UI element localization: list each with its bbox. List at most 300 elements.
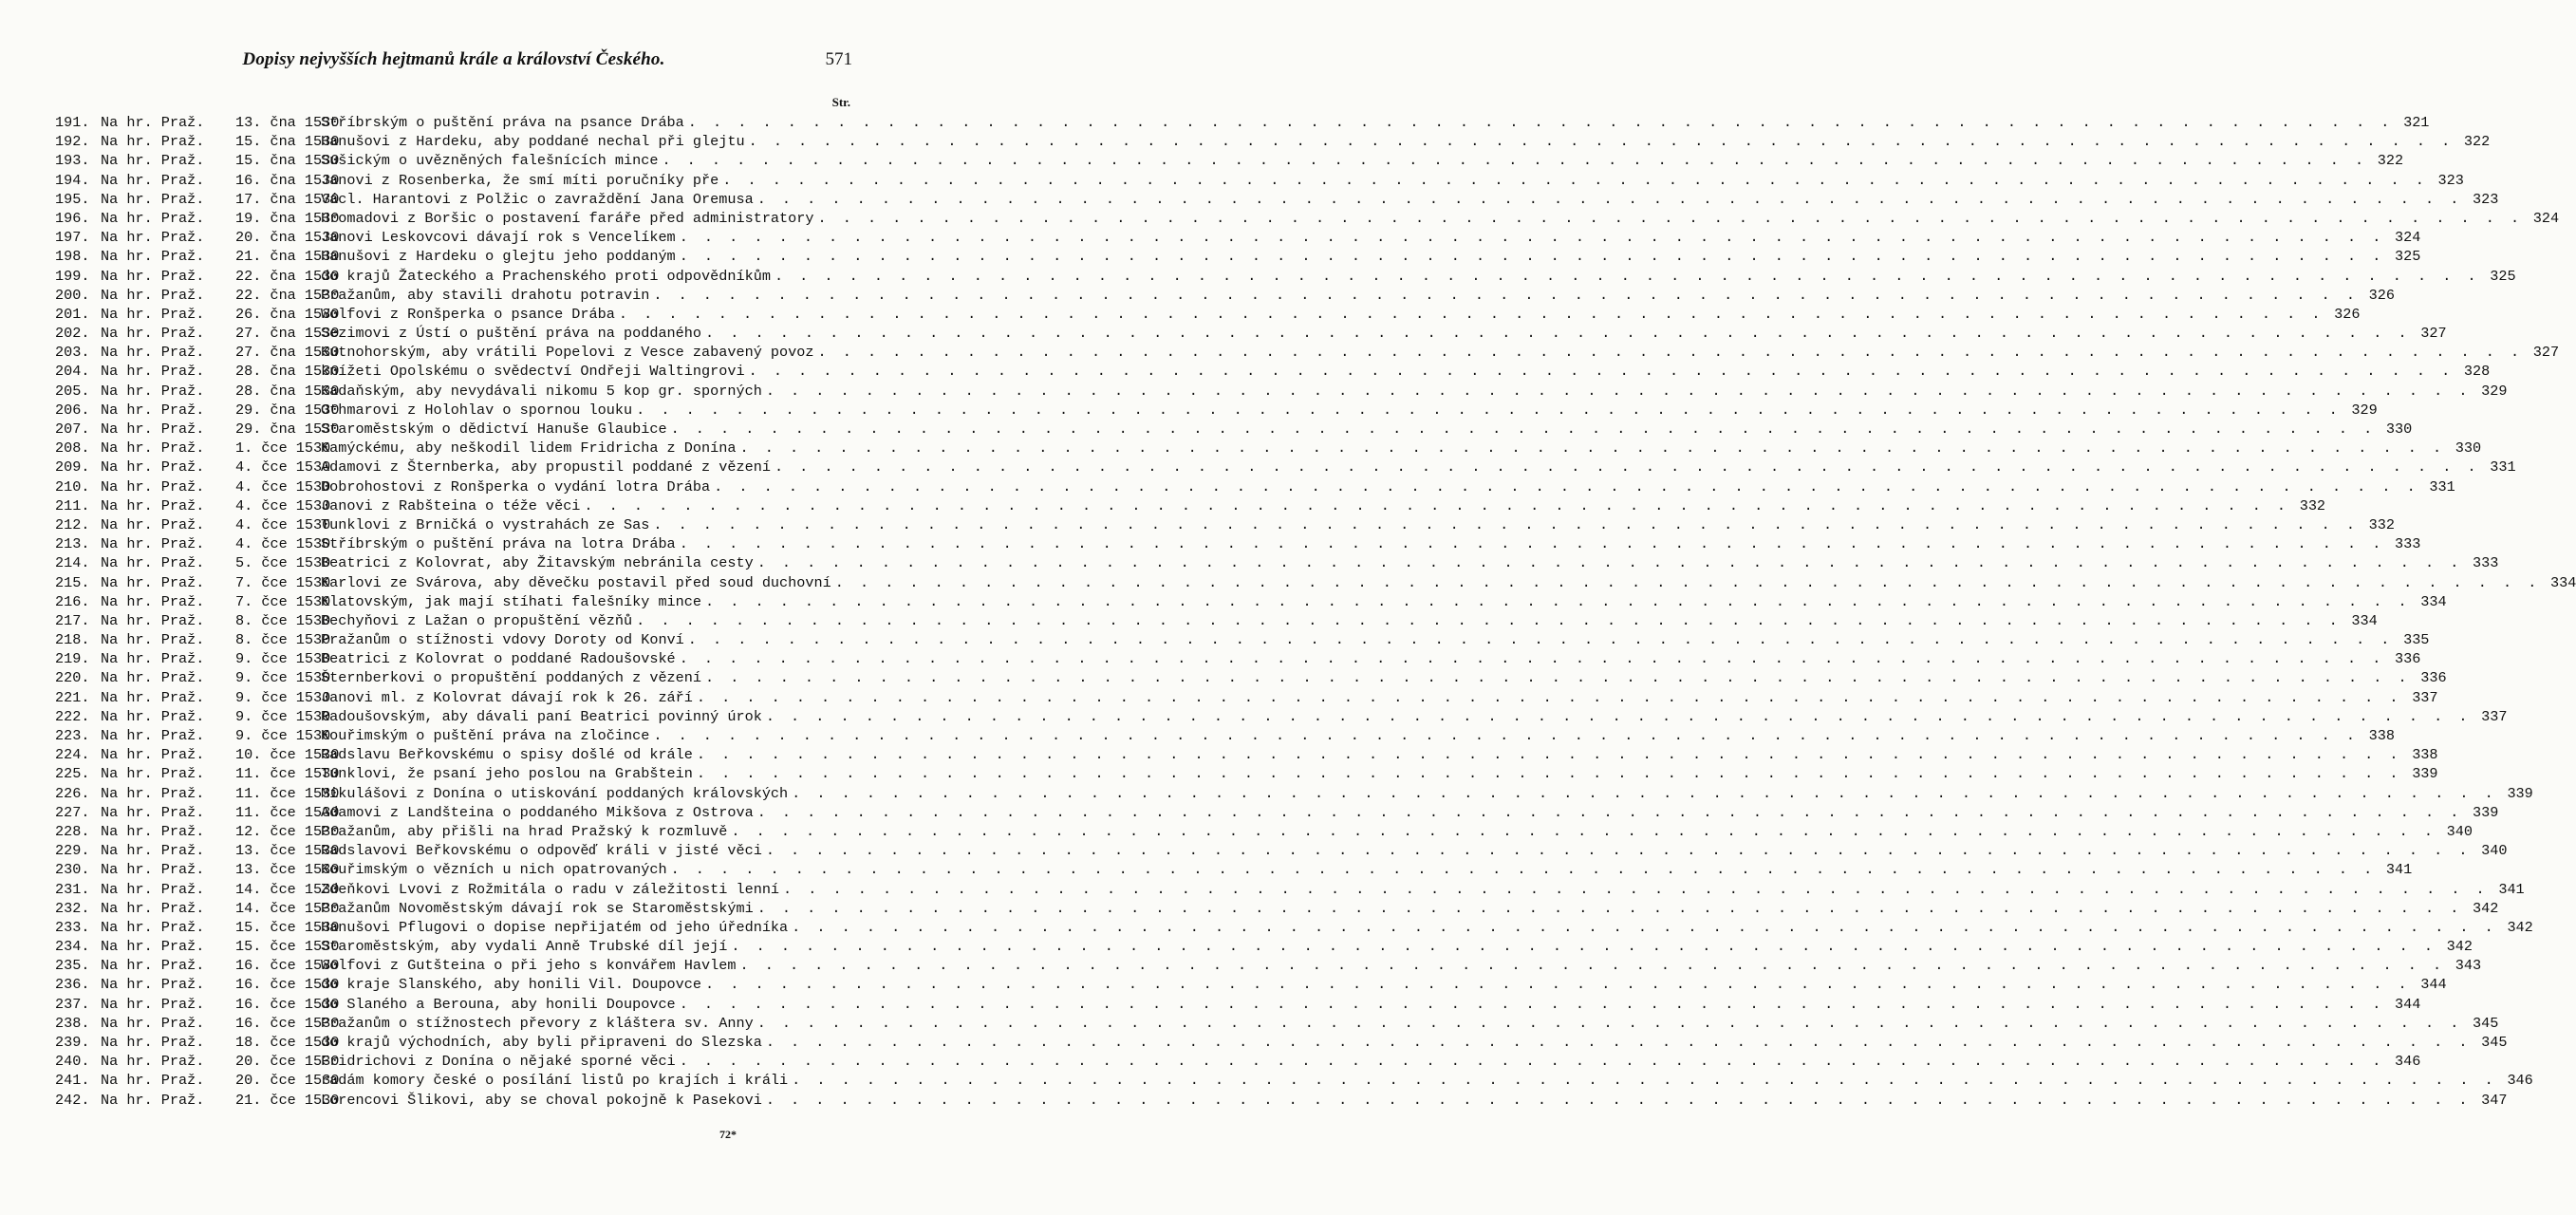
entry-location: Na hr. Praž. (101, 861, 205, 879)
entry-location: Na hr. Praž. (101, 421, 205, 438)
entry-number: 224. (55, 746, 90, 764)
list-item (55, 573, 2576, 593)
entry-page: 340 (2446, 822, 2473, 840)
entry-date: 19. čna 1530 (235, 209, 340, 227)
entry-date: 26. čna 1530 (235, 305, 340, 323)
dot-leader (688, 631, 2394, 648)
entry-subject: Hanušovi Pflugovi o dopise nepřijatém od jeho úředníka (321, 918, 789, 936)
entry-subject: Kutnohorským, aby vrátili Popelovi z Vesce zabavený povoz (321, 344, 814, 362)
entry-number: 219. (55, 650, 90, 668)
entry-date: 12. čce 1530 (235, 822, 340, 840)
entry-page: 331 (2490, 458, 2516, 477)
entry-page: 322 (2377, 152, 2404, 170)
dot-leader (671, 861, 2377, 878)
entry-location: Na hr. Praž. (101, 611, 205, 629)
entry-page: 326 (2368, 286, 2395, 304)
entry-subject: Lorencovi Šlikovi, aby se choval pokojně k Pasekovi (321, 1091, 762, 1109)
entry-subject: Pražanům, aby stavili drahotu potravin (321, 286, 650, 304)
entry-number: 240. (55, 1053, 90, 1071)
dot-leader (731, 823, 2436, 840)
entry-number: 214. (55, 554, 90, 572)
entry-number: 206. (55, 401, 90, 419)
entry-date: 17. čna 1530 (235, 190, 340, 208)
entry-page: 333 (2472, 554, 2499, 572)
entry-page: 324 (2394, 229, 2421, 247)
entry-number: 211. (55, 496, 90, 514)
entry-page: 325 (2394, 248, 2421, 266)
entry-date: 11. čce 1530 (235, 765, 340, 783)
entry-number: 205. (55, 382, 90, 400)
entry-subject: Kouřimským o vězních u nich opatrovaných (321, 861, 667, 879)
entry-number: 201. (55, 305, 90, 323)
entry-subject: Václ. Harantovi z Polžic o zavraždění Jana Oremusa (321, 190, 754, 208)
entry-subject: Mikulášovi z Donína o utiskování poddaných královských (321, 784, 789, 802)
dot-leader (757, 804, 2463, 821)
entry-location: Na hr. Praž. (101, 1014, 205, 1032)
entry-number: 227. (55, 803, 90, 821)
entry-subject: knížeti Opolskému o svědectví Ondřeji Waltingrovi (321, 363, 745, 381)
entry-subject: Stříbrským o puštění práva na psance Drába (321, 114, 684, 131)
list-item (55, 765, 2438, 784)
entry-date: 15. čce 1530 (235, 918, 340, 936)
entry-page: 338 (2412, 746, 2438, 764)
list-item (55, 822, 2473, 842)
entry-date: 16. čce 1530 (235, 1014, 340, 1032)
dot-leader (705, 976, 2411, 993)
entry-page: 346 (2394, 1053, 2421, 1071)
entry-date: 7. čce 1530 (235, 592, 331, 610)
entry-subject: do krajů východních, aby byli připraveni do Slezska (321, 1034, 762, 1051)
dot-leader (697, 765, 2402, 782)
entry-subject: Janovi z Rosenberka, že smí míti poručníky pře (321, 171, 719, 189)
list-item (55, 957, 2482, 976)
entry-location: Na hr. Praž. (101, 784, 205, 802)
list-item (55, 325, 2447, 344)
list-item (55, 592, 2447, 612)
entry-number: 216. (55, 592, 90, 610)
entry-page: 343 (2455, 957, 2482, 975)
dot-leader (818, 210, 2524, 227)
entry-subject: Karlovi ze Svárova, aby děvečku postavil před soud duchovní (321, 573, 831, 591)
entry-date: 21. čce 1530 (235, 1091, 340, 1109)
entry-page: 324 (2532, 209, 2560, 227)
list-item (55, 995, 2421, 1015)
entry-date: 21. čna 1530 (235, 248, 340, 266)
entry-number: 236. (55, 976, 90, 994)
entry-number: 239. (55, 1034, 90, 1051)
entry-page: 327 (2532, 344, 2560, 362)
list-item (55, 171, 2464, 191)
entry-subject: Wolfovi z Ronšperka o psance Drába (321, 305, 615, 323)
entry-page: 339 (2412, 765, 2438, 783)
entry-location: Na hr. Praž. (101, 918, 205, 936)
entry-number: 193. (55, 152, 90, 170)
entry-number: 229. (55, 842, 90, 860)
entry-subject: Zdeňkovi Lvovi z Rožmitála o radu v záležitosti lenní (321, 880, 780, 898)
entry-number: 196. (55, 209, 90, 227)
entry-page: 339 (2472, 803, 2499, 821)
list-item (55, 861, 2413, 880)
list-item (55, 209, 2560, 229)
list-item (55, 1034, 2508, 1053)
dot-leader (775, 268, 2480, 285)
entry-number: 208. (55, 439, 90, 458)
dot-leader (766, 383, 2472, 400)
entry-page: 334 (2550, 573, 2576, 591)
list-item (55, 918, 2533, 938)
entry-page: 337 (2412, 688, 2438, 706)
entry-number: 198. (55, 248, 90, 266)
page-header (55, 49, 852, 76)
entry-date: 22. čna 1530 (235, 267, 340, 285)
entry-number: 241. (55, 1072, 90, 1090)
entry-date: 9. čce 1530 (235, 688, 331, 706)
entry-number: 192. (55, 133, 90, 151)
entry-date: 22. čna 1530 (235, 286, 340, 304)
entry-subject: Beatrici z Kolovrat o poddané Radoušovské (321, 650, 676, 668)
entry-subject: Klatovským, jak mají stíhati falešníky mince (321, 592, 702, 610)
list-item (55, 344, 2560, 363)
list-item (55, 305, 2361, 325)
entry-date: 29. čna 1530 (235, 401, 340, 419)
dot-leader (757, 900, 2463, 917)
entry-page: 336 (2420, 669, 2447, 687)
dot-leader (697, 746, 2402, 763)
dot-leader (584, 497, 2289, 514)
entry-date: 28. čna 1530 (235, 363, 340, 381)
list-item (55, 727, 2395, 746)
dot-leader (757, 191, 2463, 208)
entry-date: 1. čce 1530 (235, 439, 331, 458)
entry-number: 221. (55, 688, 90, 706)
entry-number: 233. (55, 918, 90, 936)
entry-date: 11. čce 1530 (235, 784, 340, 802)
entry-page: 335 (2403, 631, 2430, 649)
list-item (55, 784, 2533, 804)
list-item (55, 152, 2404, 171)
entry-date: 16. čce 1530 (235, 995, 340, 1013)
entry-date: 27. čna 1530 (235, 344, 340, 362)
entry-page: 342 (2472, 899, 2499, 917)
signature-mark: 72* (719, 1128, 737, 1141)
entry-date: 16. čce 1530 (235, 957, 340, 975)
entry-subject: Pražanům, aby přišli na hrad Pražský k rozmluvě (321, 822, 728, 840)
dot-leader (714, 478, 2419, 495)
list-item (55, 669, 2447, 688)
entry-subject: Othmarovi z Holohlav o spornou louku (321, 401, 633, 419)
entry-page: 331 (2429, 477, 2455, 495)
dot-leader (792, 1072, 2497, 1089)
entry-list (55, 114, 2576, 1111)
dot-leader (766, 708, 2472, 725)
list-item (55, 938, 2473, 957)
list-item (55, 1091, 2508, 1111)
entry-date: 7. čce 1530 (235, 573, 331, 591)
entry-number: 218. (55, 631, 90, 649)
entry-subject: Radslavu Beřkovskému o spisy došlé od krále (321, 746, 693, 764)
dot-leader (688, 114, 2394, 131)
entry-location: Na hr. Praž. (101, 209, 205, 227)
entry-location: Na hr. Praž. (101, 248, 205, 266)
entry-date: 13. čce 1530 (235, 861, 340, 879)
entry-date: 4. čce 1530 (235, 477, 331, 495)
entry-location: Na hr. Praž. (101, 727, 205, 744)
entry-location: Na hr. Praž. (101, 477, 205, 495)
entry-page: 323 (2437, 171, 2464, 189)
entry-page: 332 (2299, 496, 2326, 514)
entry-page: 338 (2368, 727, 2395, 744)
entry-location: Na hr. Praž. (101, 707, 205, 725)
dot-leader (671, 421, 2377, 438)
entry-number: 228. (55, 822, 90, 840)
list-item (55, 133, 2491, 152)
entry-subject: Hanušovi z Hardeku o glejtu jeho poddaným (321, 248, 676, 266)
entry-location: Na hr. Praž. (101, 842, 205, 860)
entry-date: 8. čce 1530 (235, 631, 331, 649)
running-title: Dopisy nejvyšších hejtmanů krále a království Českého. (242, 49, 665, 69)
entry-location: Na hr. Praž. (101, 1034, 205, 1051)
entry-page: 322 (2463, 133, 2491, 151)
entry-location: Na hr. Praž. (101, 515, 205, 533)
entry-page: 326 (2334, 305, 2361, 323)
entry-page: 340 (2481, 842, 2508, 860)
list-item (55, 880, 2525, 900)
entry-location: Na hr. Praž. (101, 458, 205, 477)
entry-number: 209. (55, 458, 90, 477)
entry-date: 20. čna 1530 (235, 229, 340, 247)
dot-leader (766, 1034, 2472, 1051)
dot-leader (835, 574, 2541, 591)
entry-location: Na hr. Praž. (101, 880, 205, 898)
dot-leader (680, 650, 2385, 667)
entry-subject: Staroměstským o dědictví Hanuše Glaubice (321, 421, 667, 438)
entry-subject: Kadaňským, aby nevydávali nikomu 5 kop gr. sporných (321, 382, 762, 400)
entry-page: 344 (2420, 976, 2447, 994)
entry-page: 341 (2385, 861, 2413, 879)
entry-location: Na hr. Praž. (101, 152, 205, 170)
entry-subject: Janovi z Rabšteina o téže věci (321, 496, 581, 514)
entry-location: Na hr. Praž. (101, 573, 205, 591)
dot-leader (749, 363, 2455, 380)
dot-leader (739, 957, 2445, 974)
dot-leader (619, 306, 2324, 323)
dot-leader (705, 325, 2411, 342)
list-item (55, 229, 2421, 248)
entry-subject: Pražanům o stížnosti vdovy Doroty od Konví (321, 631, 684, 649)
entry-date: 10. čce 1530 (235, 746, 340, 764)
entry-number: 215. (55, 573, 90, 591)
entry-subject: Beatrici z Kolovrat, aby Žitavským nebránila cesty (321, 554, 754, 572)
entry-subject: Hromadovi z Boršic o postavení faráře před administratory (321, 209, 814, 227)
entry-subject: Adamovi z Landšteina o poddaného Mikšova z Ostrova (321, 803, 754, 821)
list-item (55, 1014, 2499, 1034)
entry-number: 222. (55, 707, 90, 725)
entry-number: 191. (55, 114, 90, 131)
entry-subject: Fridrichovi z Donína o nějaké sporné věci (321, 1053, 676, 1071)
dot-leader (680, 535, 2385, 552)
entry-location: Na hr. Praž. (101, 496, 205, 514)
list-item (55, 1053, 2421, 1072)
entry-date: 20. čce 1530 (235, 1053, 340, 1071)
list-item (55, 1072, 2533, 1091)
entry-date: 27. čna 1530 (235, 325, 340, 343)
entry-subject: Adamovi z Šternberka, aby propustil poddané z vězení (321, 458, 771, 477)
entry-location: Na hr. Praž. (101, 669, 205, 687)
entry-subject: Pražanům o stížnostech převory z kláštera sv. Anny (321, 1014, 754, 1032)
entry-location: Na hr. Praž. (101, 344, 205, 362)
entry-date: 4. čce 1530 (235, 535, 331, 553)
entry-location: Na hr. Praž. (101, 650, 205, 668)
entry-location: Na hr. Praž. (101, 133, 205, 151)
entry-number: 234. (55, 938, 90, 956)
entry-location: Na hr. Praž. (101, 305, 205, 323)
entry-subject: Hanušovi z Hardeku, aby poddané nechal při glejtu (321, 133, 745, 151)
dot-leader (705, 669, 2411, 686)
entry-page: 347 (2481, 1091, 2508, 1109)
entry-number: 220. (55, 669, 90, 687)
entry-subject: Stříbrským o puštění práva na lotra Drába (321, 535, 676, 553)
entry-subject: Wolfovi z Gutšteina o při jeho s konvářem Havlem (321, 957, 737, 975)
entry-page: 330 (2455, 439, 2482, 458)
entry-number: 213. (55, 535, 90, 553)
dot-leader (662, 152, 2367, 169)
list-item (55, 976, 2447, 995)
entry-subject: Sezimovi z Ústí o puštění práva na poddaného (321, 325, 702, 343)
entry-location: Na hr. Praž. (101, 957, 205, 975)
entry-page: 329 (2481, 382, 2508, 400)
entry-location: Na hr. Praž. (101, 267, 205, 285)
entry-number: 242. (55, 1091, 90, 1109)
entry-page: 339 (2507, 784, 2533, 802)
entry-number: 207. (55, 421, 90, 438)
list-item (55, 477, 2455, 497)
entry-date: 29. čna 1530 (235, 421, 340, 438)
entry-subject: Radslavovi Beřkovskému o odpověď králi v jisté věci (321, 842, 762, 860)
entry-number: 223. (55, 727, 90, 744)
entry-subject: Dobrohostovi z Ronšperka o vydání lotra Drába (321, 477, 711, 495)
dot-leader (680, 229, 2385, 246)
dot-leader (775, 458, 2480, 476)
list-item (55, 688, 2438, 708)
entry-page: 342 (2446, 938, 2473, 956)
entry-number: 232. (55, 899, 90, 917)
entry-location: Na hr. Praž. (101, 822, 205, 840)
dot-leader (653, 727, 2359, 744)
entry-page: 330 (2385, 421, 2413, 438)
entry-location: Na hr. Praž. (101, 803, 205, 821)
dot-leader (653, 287, 2359, 304)
entry-date: 14. čce 1530 (235, 880, 340, 898)
entry-location: Na hr. Praž. (101, 286, 205, 304)
list-item (55, 535, 2421, 554)
entry-page: 328 (2463, 363, 2491, 381)
entry-subject: Sušickým o uvězněných falešnících mince (321, 152, 659, 170)
entry-page: 325 (2490, 267, 2516, 285)
entry-date: 4. čce 1530 (235, 515, 331, 533)
dot-leader (680, 248, 2385, 265)
entry-location: Na hr. Praž. (101, 938, 205, 956)
entry-location: Na hr. Praž. (101, 325, 205, 343)
entry-location: Na hr. Praž. (101, 1091, 205, 1109)
list-item (55, 458, 2516, 477)
entry-date: 9. čce 1530 (235, 650, 331, 668)
entry-date: 5. čce 1530 (235, 554, 331, 572)
entry-location: Na hr. Praž. (101, 401, 205, 419)
entry-number: 202. (55, 325, 90, 343)
entry-date: 13. čna 1530 (235, 114, 340, 131)
dot-leader (636, 402, 2342, 419)
entry-location: Na hr. Praž. (101, 899, 205, 917)
entry-date: 15. čna 1530 (235, 152, 340, 170)
entry-location: Na hr. Praž. (101, 688, 205, 706)
list-item (55, 707, 2508, 727)
entry-subject: do krajů Žateckého a Prachenského proti odpovědníkům (321, 267, 771, 285)
entry-location: Na hr. Praž. (101, 995, 205, 1013)
entry-page: 321 (2403, 114, 2430, 131)
entry-date: 18. čce 1530 (235, 1034, 340, 1051)
list-item (55, 842, 2508, 861)
entry-page: 346 (2507, 1072, 2533, 1090)
dot-leader (680, 996, 2385, 1013)
entry-number: 195. (55, 190, 90, 208)
entry-number: 217. (55, 611, 90, 629)
entry-subject: Janovi ml. z Kolovrat dávají rok k 26. září (321, 688, 693, 706)
page-number: 571 (825, 49, 852, 69)
entry-number: 197. (55, 229, 90, 247)
entry-number: 210. (55, 477, 90, 495)
entry-number: 194. (55, 171, 90, 189)
entry-location: Na hr. Praž. (101, 631, 205, 649)
entry-location: Na hr. Praž. (101, 1053, 205, 1071)
entry-location: Na hr. Praž. (101, 746, 205, 764)
entry-number: 230. (55, 861, 90, 879)
list-item (55, 899, 2499, 919)
entry-location: Na hr. Praž. (101, 1072, 205, 1090)
entry-page: 323 (2472, 190, 2499, 208)
entry-number: 204. (55, 363, 90, 381)
list-item (55, 286, 2395, 306)
entry-subject: radám komory české o posílání listů po krajích i králi (321, 1072, 789, 1090)
entry-page: 337 (2481, 707, 2508, 725)
dot-leader (705, 593, 2411, 610)
entry-location: Na hr. Praž. (101, 363, 205, 381)
list-item (55, 746, 2438, 765)
entry-date: 20. čce 1530 (235, 1072, 340, 1090)
dot-leader (636, 612, 2342, 629)
dot-leader (722, 172, 2428, 189)
entry-date: 4. čce 1530 (235, 458, 331, 477)
entry-date: 11. čce 1530 (235, 803, 340, 821)
entry-page: 345 (2481, 1034, 2508, 1051)
entry-subject: do kraje Slanského, aby honili Vil. Doupovce (321, 976, 702, 994)
entry-subject: Šternberkovi o propuštění poddaných z vězení (321, 669, 702, 687)
list-item (55, 439, 2482, 458)
entry-subject: Staroměstským, aby vydali Anně Trubské díl její (321, 938, 728, 956)
entry-location: Na hr. Praž. (101, 114, 205, 131)
entry-date: 9. čce 1530 (235, 727, 331, 744)
dot-leader (757, 554, 2463, 571)
entry-date: 9. čce 1530 (235, 707, 331, 725)
entry-date: 14. čce 1530 (235, 899, 340, 917)
entry-date: 4. čce 1530 (235, 496, 331, 514)
entry-page: 345 (2472, 1014, 2499, 1032)
list-item (55, 421, 2413, 439)
page-column-label: Str. (831, 95, 850, 109)
dot-leader (697, 689, 2402, 706)
dot-leader (766, 1092, 2472, 1109)
dot-leader (818, 344, 2524, 361)
dot-leader (792, 785, 2497, 802)
